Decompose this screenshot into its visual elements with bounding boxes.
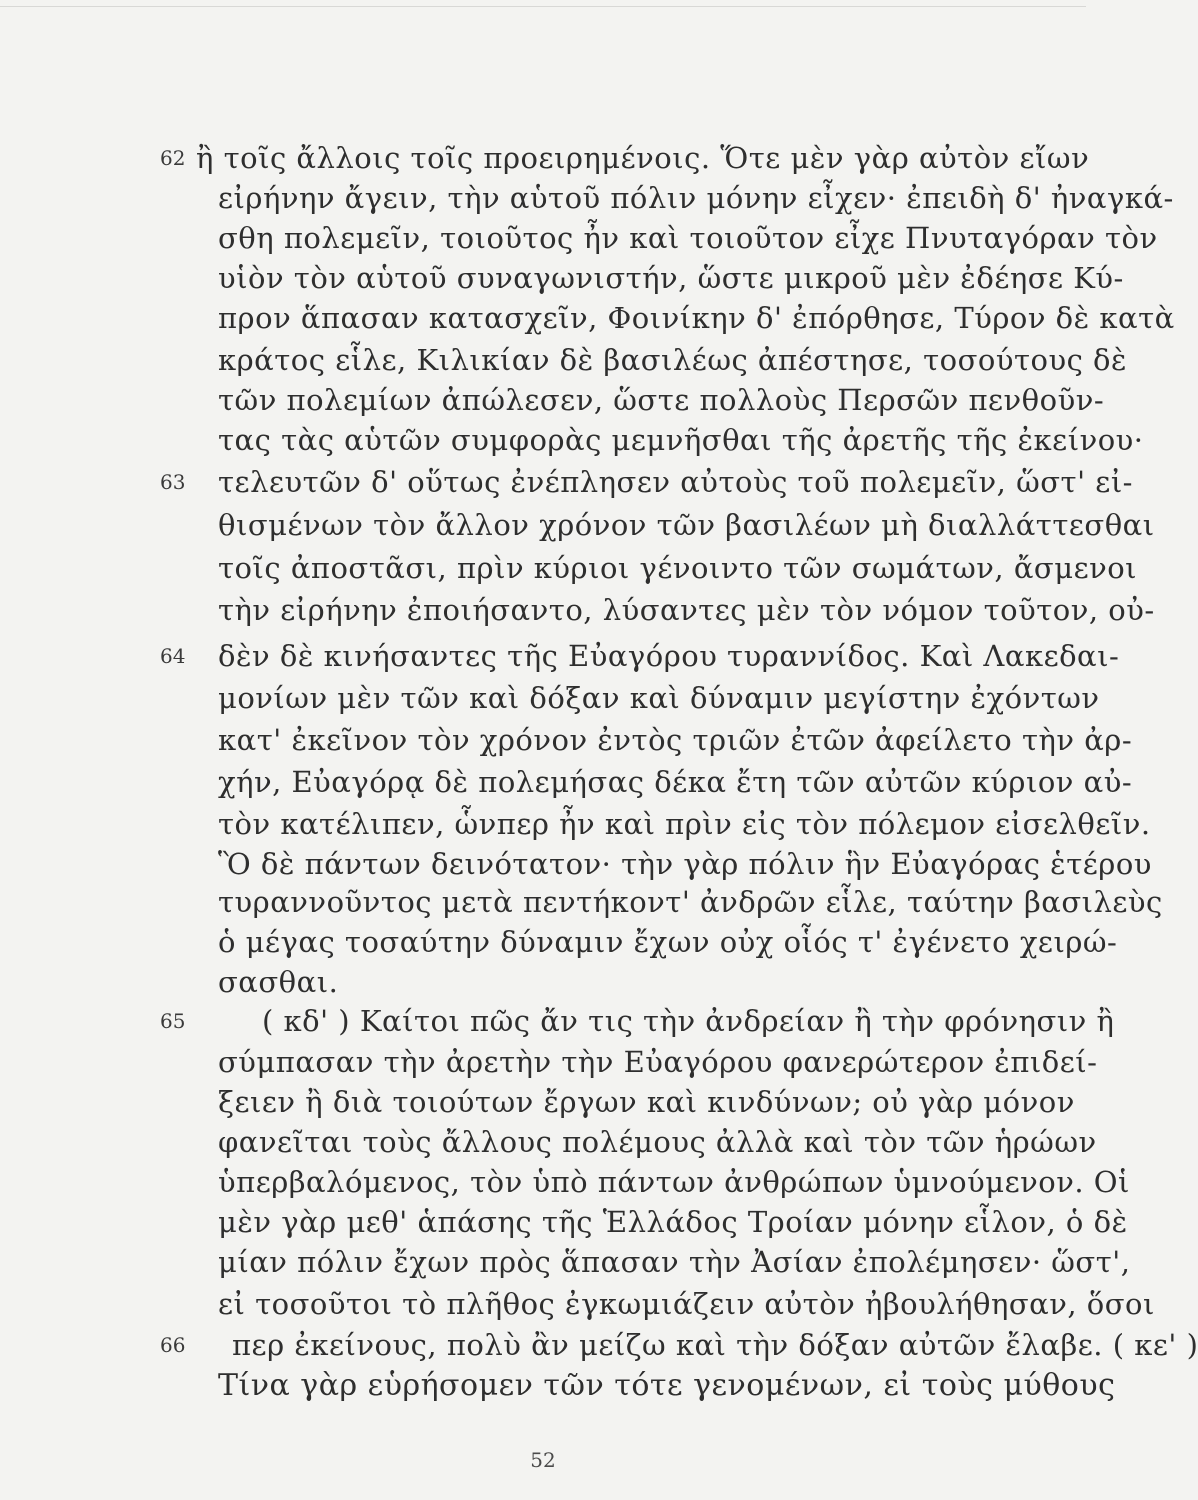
text-line: προν ἅπασαν κατασχεῖν, Φοινίκην δ' ἐπόρθησε, Τύρον δὲ κατὰ (218, 301, 1175, 335)
text-line: μὲν γὰρ μεθ' ἁπάσης τῆς Ἑλλάδος Τροίαν μόνην εἷλον, ὁ δὲ (218, 1205, 1128, 1239)
text-line: τοῖς ἀποστᾶσι, πρὶν κύριοι γένοιντο τῶν σωμάτων, ἄσμενοι (218, 551, 1138, 585)
text-line: δὲν δὲ κινήσαντες τῆς Εὐαγόρου τυραννίδος. Καὶ Λακεδαι- (218, 639, 1120, 673)
text-line: φανεῖται τοὺς ἄλλους πολέμους ἀλλὰ καὶ τὸν τῶν ἡρώων (218, 1125, 1097, 1159)
text-line: τας τὰς αὑτῶν συμφορὰς μεμνῆσθαι τῆς ἀρετῆς τῆς ἐκείνου· (218, 423, 1144, 457)
text-line: υἱὸν τὸν αὑτοῦ συναγωνιστήν, ὥστε μικροῦ μὲν ἐδέησε Κύ- (218, 261, 1124, 295)
text-line: Τίνα γὰρ εὑρήσομεν τῶν τότε γενομένων, εἰ τοὺς μύθους (218, 1368, 1116, 1403)
text-line: τὴν εἰρήνην ἐποιήσαντο, λύσαντες μὲν τὸν νόμον τοῦτον, οὐ- (218, 593, 1155, 627)
text-line: μίαν πόλιν ἔχων πρὸς ἅπασαν τὴν Ἀσίαν ἐπολέμησεν· ὥστ', (218, 1245, 1131, 1279)
text-line: σασθαι. (218, 965, 339, 999)
text-line: εἰρήνην ἄγειν, τὴν αὑτοῦ πόλιν μόνην εἶχεν· ἐπειδὴ δ' ἠναγκά- (218, 181, 1174, 215)
section-number-65: 65 (160, 1009, 186, 1033)
text-line: σύμπασαν τὴν ἀρετὴν τὴν Εὐαγόρου φανερώτερον ἐπιδεί- (218, 1045, 1098, 1079)
text-line: μονίων μὲν τῶν καὶ δόξαν καὶ δύναμιν μεγίστην ἐχόντων (218, 681, 1100, 715)
text-line: περ ἐκείνους, πολὺ ἂν μείζω καὶ τὴν δόξαν αὐτῶν ἔλαβε. ( κε' ) (232, 1328, 1198, 1362)
section-number-64: 64 (160, 644, 186, 668)
text-line: τὸν κατέλιπεν, ὧνπερ ἦν καὶ πρὶν εἰς τὸν πόλεμον εἰσελθεῖν. (218, 807, 1151, 841)
text-line: σθη πολεμεῖν, τοιοῦτος ἦν καὶ τοιοῦτον εἶχε Πνυταγόραν τὸν (218, 221, 1158, 255)
text-line: τελευτῶν δ' οὕτως ἐνέπλησεν αὐτοὺς τοῦ πολεμεῖν, ὥστ' εἰ- (218, 465, 1133, 499)
text-line: εἰ τοσοῦτοι τὸ πλῆθος ἐγκωμιάζειν αὐτὸν ἠβουλήθησαν, ὅσοι (218, 1287, 1155, 1321)
text-line: χήν, Εὐαγόρᾳ δὲ πολεμήσας δέκα ἔτη τῶν αὐτῶν κύριον αὐ- (218, 765, 1133, 799)
text-line-chapter-24: ( κδ' ) Καίτοι πῶς ἄν τις τὴν ἀνδρείαν ἢ τὴν φρόνησιν ἢ (262, 1004, 1115, 1038)
text-line: ξειεν ἢ διὰ τοιούτων ἔργων καὶ κινδύνων; οὐ γὰρ μόνον (218, 1085, 1075, 1119)
text-line: τυραννοῦντος μετὰ πεντήκοντ' ἀνδρῶν εἷλε, ταύτην βασιλεὺς (218, 885, 1163, 919)
text-line: κράτος εἷλε, Κιλικίαν δὲ βασιλέως ἀπέστησε, τοσούτους δὲ (218, 343, 1128, 377)
text-line: ὁ μέγας τοσαύτην δύναμιν ἔχων οὐχ οἷός τ' ἐγένετο χειρώ- (218, 925, 1118, 959)
section-number-62: 62 (160, 146, 186, 170)
text-line: ἢ τοῖς ἄλλοις τοῖς προειρημένοις. Ὅτε μὲν γὰρ αὐτὸν εἴων (196, 141, 1090, 175)
text-line: ὑπερβαλόμενος, τὸν ὑπὸ πάντων ἀνθρώπων ὑμνούμενον. Οἱ (218, 1165, 1130, 1199)
text-line: τῶν πολεμίων ἀπώλεσεν, ὥστε πολλοὺς Περσῶν πενθοῦν- (218, 383, 1105, 417)
section-number-66: 66 (160, 1333, 186, 1357)
text-line: θισμένων τὸν ἄλλον χρόνον τῶν βασιλέων μὴ διαλλάττεσθαι (218, 508, 1155, 542)
text-line: κατ' ἐκεῖνον τὸν χρόνον ἐντὸς τριῶν ἐτῶν ἀφείλετο τὴν ἀρ- (218, 723, 1133, 757)
page-number: 52 (530, 1448, 556, 1472)
section-number-63: 63 (160, 470, 186, 494)
text-line: Ὃ δὲ πάντων δεινότατον· τὴν γὰρ πόλιν ἣν Εὐαγόρας ἑτέρου (218, 847, 1152, 881)
